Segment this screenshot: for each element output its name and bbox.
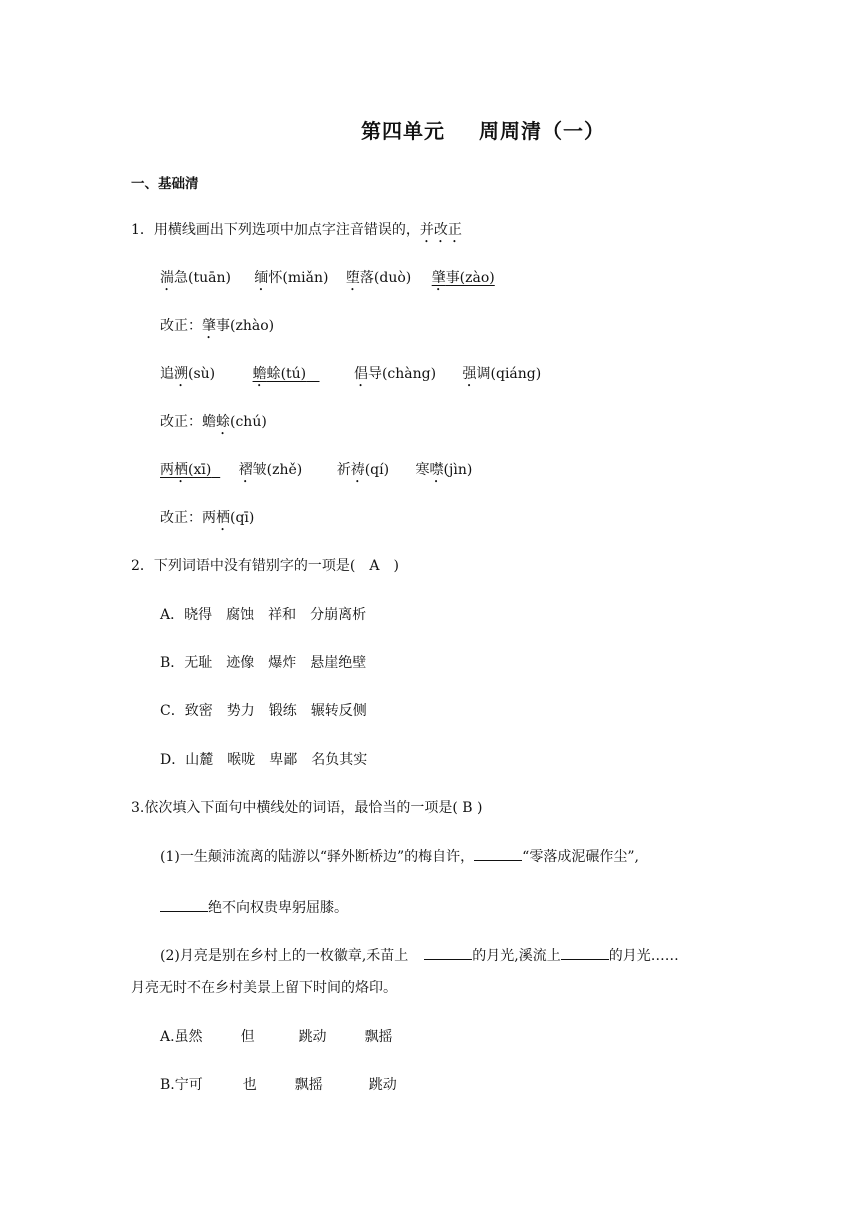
title-name: 周周清（一） (479, 119, 605, 143)
q2-option-b: B．无耻 迹像 爆炸 悬崖绝壁 (160, 655, 367, 671)
q1-fix-1: 改正：肇事(zhào) (160, 318, 275, 334)
q3-option-b: B.宁可 也 飘摇 跳动 (160, 1077, 397, 1093)
q1-r2-item-3: 倡导(chàng) (353, 366, 437, 382)
q1-row-1 (160, 267, 495, 294)
fill-blank (424, 945, 472, 960)
fill-blank (160, 897, 208, 912)
q1-r2-item-4: 强调(qiáng) (462, 366, 542, 382)
q2-option-d: D．山麓 喉咙 卑鄙 名负其实 (160, 752, 368, 768)
fill-blank (561, 945, 609, 960)
q3-sentence-2-line-2: 月亮无时不在乡村美景上留下时间的烙印。 (131, 980, 397, 996)
q1-r1-item-3: 堕落(duò) (345, 270, 412, 286)
q2-option-c: C．致密 势力 锻练 辗转反侧 (160, 703, 367, 719)
question-1-stem: 1．用横线画出下列选项中加点字注音错误的，并改正 (131, 222, 462, 238)
q1-r1-item-1: 湍急(tuān) (160, 270, 231, 286)
section-heading: 一、基础清 (131, 176, 199, 192)
q1-r3-item-1-underlined: 两栖(xī) (160, 462, 212, 478)
title-unit: 第四单元 (361, 119, 445, 143)
q1-r2-item-2-underlined: 蟾蜍(tú) (252, 366, 307, 382)
q1-r3-item-4: 寒噤(jìn) (415, 462, 473, 478)
q1-r3-item-2: 褶皱(zhě) (238, 462, 303, 478)
q1-r3-item-3: 祈祷(qí) (336, 462, 390, 478)
question-2-stem: 2．下列词语中没有错别字的一项是( A ) (131, 558, 399, 574)
question-3-stem: 3.依次填入下面句中横线处的词语，最恰当的一项是( B ) (131, 800, 483, 816)
q3-sentence-2-line-1: (2)月亮是别在乡村上的一枚徽章,禾苗上 的月光,溪流上 的月光…… (160, 945, 679, 965)
q1-r1-item-4-underlined: 肇事(zào) (431, 270, 495, 286)
q3-sentence-1-line-1: (1)一生颠沛流离的陆游以“驿外断桥边”的梅自许， “零落成泥碾作尘”, (160, 846, 639, 866)
q1-row-3 (160, 459, 472, 486)
q2-option-a: A．晓得 腐蚀 祥和 分崩离析 (160, 607, 367, 623)
q3-option-a: A.虽然 但 跳动 飘摇 (160, 1029, 393, 1045)
fill-blank (474, 846, 522, 861)
page-title (361, 115, 605, 144)
q1-row-2 (160, 363, 541, 390)
q1-fix-3: 改正：两栖(qī) (160, 510, 255, 526)
q3-sentence-1-line-2: 绝不向权贵卑躬屈膝。 (160, 897, 348, 917)
q1-fix-2: 改正：蟾蜍(chú) (160, 414, 267, 430)
q1-r2-item-1: 追溯(sù) (160, 366, 216, 382)
q1-r1-item-2: 缅怀(miǎn) (254, 270, 329, 286)
